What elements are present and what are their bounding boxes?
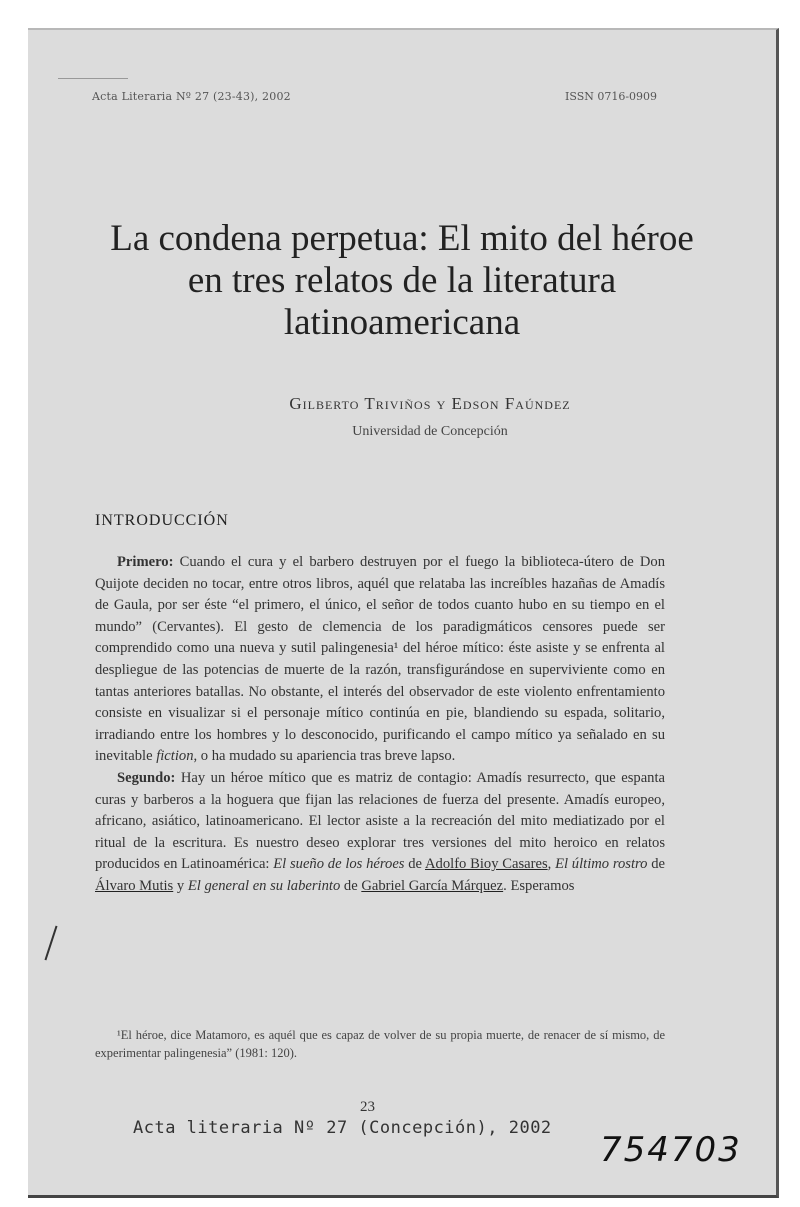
affiliation: Universidad de Concepción bbox=[352, 424, 508, 439]
paragraph-1 bbox=[95, 552, 665, 768]
title-line-1: La condena perpetua: El mito del héroe bbox=[110, 218, 694, 259]
paragraph-1-text: Cuando el cura y el barbero destruyen por el fuego la biblioteca-útero de Don Quijote deciden no tocar, entre otros libros, aquél que relataba las increíbles hazañas de Amadís de Gaula, por ser éste “el primero, el único, el señor de todos cuanto hubo en su tiempo en el mundo” (Cervantes). El gesto de clemencia de los paradigmáticos censores puede ser comprendido como una nueva y sutil palingenesia¹ del héroe mítico: éste asiste y se enfrenta al despliegue de las potencias de muerte de la razón, transfigurándose en superviviente como en tantas anteriores batallas. No obstante, el interés del observador de este violento enfrentamiento consiste en visualizar si el personaje mítico continúa en pie, blandiendo su espada, solitario, irradiando entre los hombres y lo desconocido, purificando el campo mítico ya señalado en su inevitable bbox=[95, 554, 665, 765]
footnote: ¹El héroe, dice Matamoro, es aquél que es capaz de volver de su propia muerte, de renacer de sí mismo, de experimentar palingenesia” (1981: 120). bbox=[95, 1028, 665, 1060]
paragraph-1-italic: fiction bbox=[156, 748, 194, 765]
issn-header: ISSN 0716-0909 bbox=[565, 90, 658, 103]
connector-de-3: de bbox=[340, 877, 362, 894]
body-text bbox=[95, 552, 665, 898]
separator: , bbox=[547, 856, 556, 873]
corner-scan-mark bbox=[58, 66, 128, 79]
authors: Gilberto Triviños y Edson Faúndez bbox=[289, 394, 571, 413]
page-number: 23 bbox=[360, 1099, 375, 1115]
title-line-3: latinoamericana bbox=[283, 302, 521, 343]
section-heading: INTRODUCCIÓN bbox=[95, 512, 229, 529]
author-name-3: Gabriel García Márquez bbox=[361, 877, 504, 894]
author-name-2: Álvaro Mutis bbox=[95, 877, 174, 894]
paragraph-2-end: . Esperamos bbox=[503, 877, 575, 894]
article-title bbox=[92, 218, 712, 344]
connector-de-2: de bbox=[647, 856, 666, 873]
typewriter-stamp: Acta literaria Nº 27 (Concepción), 2002 bbox=[133, 1118, 552, 1138]
journal-header: Acta Literaria Nº 27 (23-43), 2002 bbox=[92, 90, 291, 103]
author-name-1: Adolfo Bioy Casares bbox=[425, 856, 548, 873]
work-title-1: El sueño de los héroes bbox=[273, 856, 405, 873]
work-title-2: El último rostro bbox=[555, 856, 648, 873]
paragraph-1-tail: , o ha mudado su apariencia tras breve lapso. bbox=[193, 748, 456, 765]
title-line-2: en tres relatos de la literatura bbox=[187, 260, 617, 301]
paragraph-1-lead: Primero: bbox=[117, 554, 174, 570]
work-title-3: El general en su laberinto bbox=[187, 877, 341, 894]
connector-y: y bbox=[173, 877, 188, 894]
paragraph-2-text: Hay un héroe mítico que es matriz de contagio: Amadís resurrecto, que espanta curas y barberos a la hoguera que fijan las relaciones de fuerza del presente. Amadís europeo, africano, asiático, latinoamericano. El lector asiste a la recreación del mito mediatizado por el ritual de la escritura. Es nuestro deseo explorar tres versiones del mito heroico en relatos producidos en Latinoamérica: bbox=[95, 769, 665, 873]
paragraph-2 bbox=[95, 768, 665, 898]
connector-de-1: de bbox=[404, 856, 425, 873]
handwritten-catalog-number: 754703 bbox=[600, 1130, 742, 1170]
paragraph-2-lead: Segundo: bbox=[117, 769, 176, 786]
